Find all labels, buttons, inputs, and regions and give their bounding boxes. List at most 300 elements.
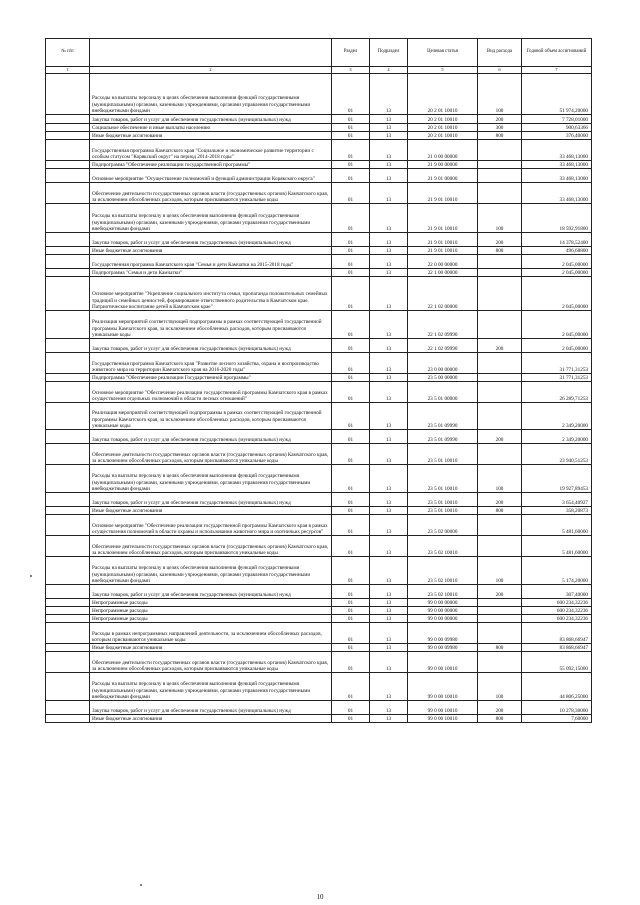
row-num [46,673,90,701]
table-row [46,132,592,140]
table-row [46,161,592,169]
row-target-article: 23 5 02 00000 [408,515,478,536]
row-razdel: 01 [332,623,370,644]
row-expense-type: 200 [478,493,522,507]
row-expense-type: 200 [478,701,522,715]
row-target-article: 99 0 00 10010 [408,673,478,701]
row-sum: 83 868,66947 [522,644,592,652]
row-razdel: 01 [332,465,370,493]
row-podrazdel: 13 [370,132,408,140]
row-podrazdel: 13 [370,465,408,493]
row-target-article: 99 0 00 00000 [408,607,478,615]
row-num [46,161,90,169]
row-expense-type [478,183,522,204]
row-target-article: 21 9 01 10010 [408,183,478,204]
row-sum: 2 045,00000 [522,255,592,269]
table-row [46,607,592,615]
row-razdel: 01 [332,557,370,585]
header-annual-sum: Годовой объем ассигнований [522,39,592,67]
table-header-row [46,39,592,67]
row-num [46,444,90,465]
row-podrazdel: 13 [370,673,408,701]
row-expense-type [478,161,522,169]
row-podrazdel: 13 [370,140,408,161]
row-target-article: 23 5 02 10010 [408,557,478,585]
row-sum: 5 481,60000 [522,515,592,536]
row-expense-type [478,382,522,403]
row-name: Обеспечение деятельности государственных органов власти (государственных органов) Камчатского края, за исключением обособленных расходов, которым присваиваются уникальные коды [90,183,332,204]
row-sum: 2 349,20000 [522,403,592,430]
row-podrazdel: 13 [370,715,408,723]
row-podrazdel: 13 [370,652,408,673]
row-target-article: 99 0 00 10010 [408,715,478,723]
row-expense-type [478,615,522,623]
table-row [46,169,592,183]
table-row [46,124,592,132]
row-podrazdel: 13 [370,585,408,599]
table-row [46,599,592,607]
row-num [46,585,90,599]
row-name: Расходы на выплаты персоналу в целях обеспечения выполнения функций государственными (муниципальными) органами, казенными учреждениями, органами управления государственными внебюджетными фондами [90,673,332,701]
row-expense-type: 100 [478,465,522,493]
row-num [46,493,90,507]
row-name: Закупка товаров, работ и услуг для обеспечения государственных (муниципальных) нужд [90,339,332,353]
row-podrazdel: 13 [370,607,408,615]
row-target-article: 23 5 02 10010 [408,536,478,557]
row-sum: 10 278,30000 [522,701,592,715]
row-razdel: 01 [332,247,370,255]
row-num [46,74,90,115]
row-name: Непрограммные расходы [90,599,332,607]
row-target-article: 22 1 02 09990 [408,311,478,339]
row-razdel: 01 [332,607,370,615]
row-num [46,140,90,161]
row-target-article: 21 9 00 00000 [408,161,478,169]
row-name: Социальное обеспечение и иные выплаты населению [90,124,332,132]
row-num [46,623,90,644]
header-podrazdel: Подраздел [370,39,408,67]
row-target-article: 23 5 01 09990 [408,430,478,444]
row-num [46,132,90,140]
row-num [46,183,90,204]
row-name: Иные бюджетные ассигнования [90,507,332,515]
table-row [46,204,592,233]
row-target-article: 99 0 00 00000 [408,599,478,607]
row-sum: 14 378,52400 [522,233,592,247]
row-podrazdel: 13 [370,204,408,233]
row-name: Реализация мероприятий соответствующей подпрограммы в рамках соответствующей государственной программы Камчатского края, за исключением обособленных расходов, которым присваиваются уникальные коды [90,311,332,339]
row-name: Закупка товаров, работ и услуг для обеспечения государственных (муниципальных) нужд [90,233,332,247]
row-podrazdel: 13 [370,277,408,311]
row-num [46,652,90,673]
row-sum: 5 174,20000 [522,557,592,585]
row-target-article: 99 0 00 10010 [408,652,478,673]
row-sum: 51 974,20000 [522,74,592,115]
column-number: 7 [522,67,592,74]
row-expense-type: 100 [478,204,522,233]
table-row [46,615,592,623]
budget-allocation-table [45,38,592,723]
row-podrazdel: 13 [370,233,408,247]
row-sum: 900,63366 [522,124,592,132]
row-target-article: 23 5 01 10010 [408,444,478,465]
row-name: Основное мероприятие "Осуществление полномочий и функций администрации Корякского округа" [90,169,332,183]
row-podrazdel: 13 [370,623,408,644]
row-podrazdel: 13 [370,183,408,204]
row-num [46,277,90,311]
row-razdel: 01 [332,652,370,673]
row-target-article: 23 5 02 10010 [408,585,478,599]
row-name: Закупка товаров, работ и услуг для обеспечения государственных (муниципальных) нужд [90,701,332,715]
row-name: Закупка товаров, работ и услуг для обеспечения государственных (муниципальных) нужд [90,430,332,444]
table-row [46,403,592,430]
row-num [46,403,90,430]
row-num [46,255,90,269]
row-razdel: 01 [332,515,370,536]
table-row [46,311,592,339]
row-target-article: 23 5 00 00000 [408,374,478,382]
row-sum: 2 349,20000 [522,430,592,444]
row-sum: 55 092,15000 [522,652,592,673]
row-razdel: 01 [332,183,370,204]
table-row [46,140,592,161]
row-expense-type [478,607,522,615]
row-expense-type: 100 [478,74,522,115]
row-name: Непрограммные расходы [90,615,332,623]
row-name: Государственная программа Камчатского края "Семья и дети Камчатки на 2015-2018 годы" [90,255,332,269]
row-target-article: 21 9 01 00000 [408,169,478,183]
row-podrazdel: 13 [370,644,408,652]
row-num [46,339,90,353]
row-name: Иные бюджетные ассигнования [90,132,332,140]
row-sum: 3 654,40927 [522,493,592,507]
row-razdel: 01 [332,269,370,277]
row-target-article: 22 1 00 00000 [408,269,478,277]
column-number-row [46,67,592,74]
row-target-article: 99 0 00 09980 [408,644,478,652]
row-expense-type [478,652,522,673]
table-row [46,247,592,255]
row-razdel: 01 [332,353,370,374]
row-num [46,233,90,247]
row-target-article: 21 9 01 10010 [408,233,478,247]
table-row [46,115,592,124]
row-num [46,382,90,403]
row-target-article: 20 2 01 10010 [408,124,478,132]
row-name: Подпрограмма "Семья и дети Камчатки" [90,269,332,277]
table-row [46,623,592,644]
row-podrazdel: 13 [370,403,408,430]
row-sum: 31 771,31253 [522,353,592,374]
table-row [46,74,592,115]
row-razdel: 01 [332,115,370,124]
row-podrazdel: 13 [370,124,408,132]
row-razdel: 01 [332,382,370,403]
row-expense-type [478,269,522,277]
row-num [46,701,90,715]
row-target-article: 23 0 00 00000 [408,353,478,374]
row-razdel: 01 [332,403,370,430]
row-name: Расходы на выплаты персоналу в целях обеспечения выполнения функций государственными (муниципальными) органами, казенными учреждениями, органами управления государственными внебюджетными фондами [90,465,332,493]
row-sum: 7 728,01000 [522,115,592,124]
row-expense-type [478,623,522,644]
row-sum: 358,20873 [522,507,592,515]
table-row [46,277,592,311]
row-razdel: 01 [332,644,370,652]
table-body [46,74,592,723]
row-num [46,269,90,277]
row-sum: 600 234,32236 [522,599,592,607]
row-razdel: 01 [332,140,370,161]
row-podrazdel: 13 [370,382,408,403]
row-expense-type: 100 [478,557,522,585]
row-sum: 31 771,31253 [522,374,592,382]
row-sum: 2 045,00000 [522,269,592,277]
row-sum: 33 468,13000 [522,183,592,204]
row-razdel: 01 [332,444,370,465]
row-podrazdel: 13 [370,557,408,585]
row-num [46,515,90,536]
row-name: Закупка товаров, работ и услуг для обеспечения государственных (муниципальных) нужд [90,115,332,124]
table-row [46,652,592,673]
row-name: Иные бюджетные ассигнования [90,715,332,723]
table-row [46,715,592,723]
row-expense-type: 200 [478,233,522,247]
row-expense-type: 200 [478,339,522,353]
row-razdel: 01 [332,615,370,623]
row-name: Расходы на выплаты персоналу в целях обеспечения выполнения функций государственными (муниципальными) органами, казенными учреждениями, органами управления государственными внебюджетными фондами [90,557,332,585]
column-number: 2 [90,67,332,74]
row-expense-type [478,140,522,161]
table-row [46,183,592,204]
row-razdel: 01 [332,585,370,599]
row-num [46,557,90,585]
row-sum: 19 927,89453 [522,465,592,493]
row-name: Обеспечение деятельности государственных органов власти (государственных органов) Камчатского края, за исключением обособленных расходов, которым присваиваются уникальные коды [90,652,332,673]
row-sum: 600 234,32236 [522,607,592,615]
row-expense-type: 800 [478,715,522,723]
row-podrazdel: 13 [370,615,408,623]
row-name: Иные бюджетные ассигнования [90,644,332,652]
row-podrazdel: 13 [370,339,408,353]
row-podrazdel: 13 [370,255,408,269]
row-razdel: 01 [332,132,370,140]
row-podrazdel: 13 [370,430,408,444]
row-podrazdel: 13 [370,599,408,607]
row-target-article: 20 2 01 10010 [408,132,478,140]
row-name: Обеспечение деятельности государственных органов власти (государственных органов) Камчатского края, за исключением обособленных расходов, которым присваиваются уникальные коды [90,536,332,557]
row-name: Непрограммные расходы [90,607,332,615]
row-expense-type [478,353,522,374]
row-target-article: 23 5 01 10010 [408,465,478,493]
row-razdel: 01 [332,311,370,339]
row-expense-type: 200 [478,430,522,444]
budget-table-sheet [45,38,591,723]
row-name: Подпрограмма "Обеспечение реализации государственной программы" [90,161,332,169]
row-name: Расходы на выплаты персоналу в целях обеспечения выполнения функций государственными (муниципальными) органами, казенными учреждениями, органами управления государственными внебюджетными фондами [90,74,332,115]
column-number: 5 [408,67,478,74]
table-row [46,507,592,515]
row-razdel: 01 [332,204,370,233]
row-expense-type [478,255,522,269]
row-podrazdel: 13 [370,74,408,115]
row-name: Закупка товаров, работ и услуг для обеспечения государственных (муниципальных) нужд [90,493,332,507]
row-podrazdel: 13 [370,444,408,465]
row-expense-type: 800 [478,644,522,652]
row-podrazdel: 13 [370,353,408,374]
table-row [46,430,592,444]
row-podrazdel: 13 [370,269,408,277]
row-podrazdel: 13 [370,507,408,515]
row-razdel: 01 [332,430,370,444]
table-row [46,233,592,247]
row-num [46,430,90,444]
row-expense-type [478,444,522,465]
row-sum: 7,60000 [522,715,592,723]
row-num [46,599,90,607]
header-name [90,39,332,67]
row-sum: 2 045,00000 [522,339,592,353]
row-razdel: 01 [332,374,370,382]
row-razdel: 01 [332,701,370,715]
row-razdel: 01 [332,255,370,269]
row-num [46,247,90,255]
row-target-article: 23 5 01 00000 [408,382,478,403]
table-row [46,536,592,557]
header-target-article: Целевая статья [408,39,478,67]
table-row [46,465,592,493]
row-target-article: 23 5 01 10010 [408,493,478,507]
column-number: 3 [332,67,370,74]
row-razdel: 01 [332,161,370,169]
row-name: Обеспечение деятельности государственных органов власти (государственных органов) Камчатского края, за исключением обособленных расходов, которым присваиваются уникальные коды [90,444,332,465]
row-num [46,507,90,515]
row-podrazdel: 13 [370,247,408,255]
row-target-article: 22 1 02 00000 [408,277,478,311]
row-target-article: 99 0 00 09980 [408,623,478,644]
row-sum: 496,68800 [522,247,592,255]
row-podrazdel: 13 [370,161,408,169]
row-razdel: 01 [332,169,370,183]
row-podrazdel: 13 [370,536,408,557]
row-expense-type [478,311,522,339]
scan-speck [30,575,32,577]
row-name: Основное мероприятие "Обеспечение реализации государственной программы Камчатского края в рамках осуществления полномочий в области охраны и использования животного мира и охотничьих ресурсов" [90,515,332,536]
column-number: 6 [478,67,522,74]
row-podrazdel: 13 [370,169,408,183]
header-expense-type: Вид расхода [478,39,522,67]
row-razdel: 01 [332,715,370,723]
row-razdel: 01 [332,339,370,353]
row-sum: 5 481,60000 [522,536,592,557]
row-sum: 2 045,00000 [522,311,592,339]
table-row [46,353,592,374]
row-num [46,124,90,132]
row-podrazdel: 13 [370,493,408,507]
scan-speck [140,884,142,886]
table-row [46,382,592,403]
row-razdel: 01 [332,277,370,311]
row-sum: 33 468,13000 [522,140,592,161]
row-num [46,536,90,557]
row-sum: 33 468,13000 [522,161,592,169]
row-num [46,204,90,233]
row-sum: 44 806,25000 [522,673,592,701]
row-name: Государственная программа Камчатского края "Социальное и экономическое развитие территории с особым статусом "Корякский округ" на период 2014-2018 годы" [90,140,332,161]
table-row [46,557,592,585]
header-razdel: Раздел [332,39,370,67]
row-target-article: 99 0 00 00000 [408,615,478,623]
row-expense-type: 300 [478,124,522,132]
page-number: 10 [316,893,324,901]
row-expense-type [478,169,522,183]
row-target-article: 23 5 01 10010 [408,507,478,515]
row-target-article: 22 1 02 09990 [408,339,478,353]
row-name: Реализация мероприятий соответствующей подпрограммы в рамках соответствующей государственной программы Камчатского края, за исключением обособленных расходов, которым присваиваются уникальные коды [90,403,332,430]
row-name: Расходы в рамках непрограммных направлений деятельности, за исключением обособленных расходов, которым присваиваются уникальные коды [90,623,332,644]
row-expense-type: 800 [478,247,522,255]
row-name: Подпрограмма "Обеспечение реализации Государственной программы" [90,374,332,382]
row-expense-type [478,599,522,607]
row-razdel: 01 [332,124,370,132]
table-row [46,339,592,353]
row-name: Закупка товаров, работ и услуг для обеспечения государственных (муниципальных) нужд [90,585,332,599]
header-num: № п/п [46,39,90,67]
row-target-article: 99 0 00 10010 [408,701,478,715]
row-num [46,374,90,382]
row-razdel: 01 [332,74,370,115]
row-podrazdel: 13 [370,515,408,536]
row-target-article: 21 0 00 00000 [408,140,478,161]
row-expense-type: 100 [478,673,522,701]
row-target-article: 23 5 01 09990 [408,403,478,430]
row-target-article: 20 2 01 10010 [408,74,478,115]
row-sum: 26 289,71253 [522,382,592,403]
row-num [46,169,90,183]
row-sum: 600 234,32236 [522,615,592,623]
table-row [46,515,592,536]
row-num [46,353,90,374]
row-expense-type [478,374,522,382]
table-row [46,585,592,599]
row-expense-type: 200 [478,585,522,599]
row-target-article: 20 2 01 10010 [408,115,478,124]
row-name: Основное мероприятие "Укрепление социального института семьи, пропаганда положительных семейных традиций и семейных ценностей, формирование ответственного родительства в Камчатском крае. Патриотическое воспитание детей в Камчатском крае" [90,277,332,311]
row-expense-type: 200 [478,115,522,124]
row-razdel: 01 [332,233,370,247]
table-row [46,493,592,507]
row-name: Основное мероприятие "Обеспечение реализации государственной программы Камчатского края в рамках осуществления отдельных полномочий в области лесных отношений" [90,382,332,403]
row-razdel: 01 [332,599,370,607]
row-podrazdel: 13 [370,311,408,339]
row-expense-type: 800 [478,507,522,515]
table-row [46,374,592,382]
row-name: Иные бюджетные ассигнования [90,247,332,255]
row-expense-type [478,277,522,311]
table-row [46,701,592,715]
row-target-article: 21 9 01 10010 [408,204,478,233]
table-row [46,269,592,277]
column-number: 1 [46,67,90,74]
row-num [46,644,90,652]
row-target-article: 21 9 01 10010 [408,247,478,255]
table-row [46,673,592,701]
row-podrazdel: 13 [370,115,408,124]
row-sum: 83 868,66947 [522,623,592,644]
row-num [46,465,90,493]
row-sum: 376,40000 [522,132,592,140]
row-name: Государственная программа Камчатского края "Развитие лесного хозяйства, охрана и воспроизводство животного мира на территории Камчатского края на 2016-2020 годы" [90,353,332,374]
